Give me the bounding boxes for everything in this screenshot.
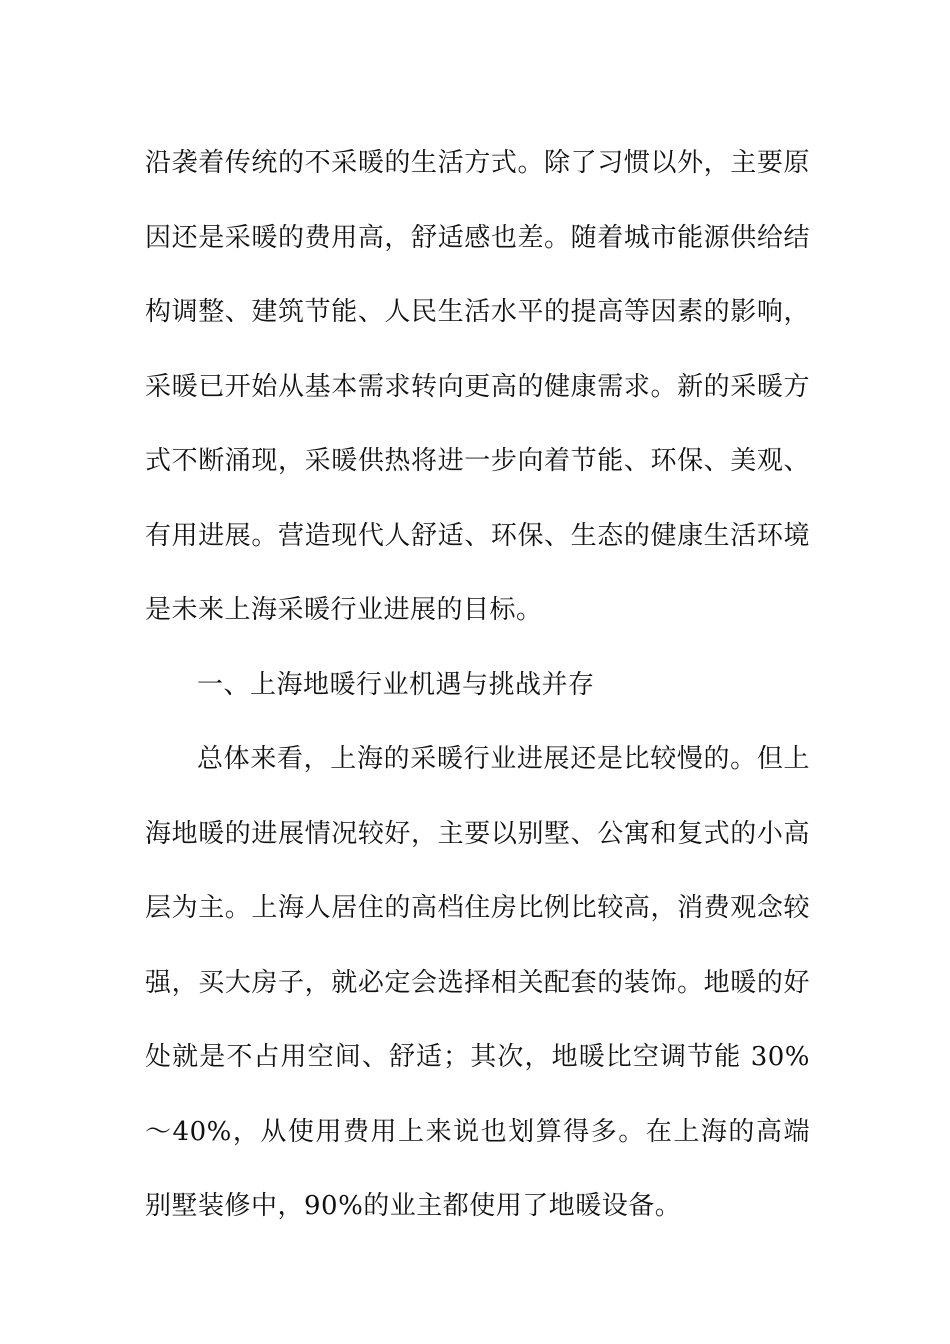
body-paragraph: 总体来看，上海的采暖行业进展还是比较慢的。但上海地暖的进展情况较好，主要以别墅、公寓和复式的小高层为主。上海人居住的高档住房比例比较高，消费观念较强，买大房子，就必定会选择相关配套的装饰。地暖的好处就是不占用空间、舒适；其次，地暖比空调节能 30%～40%，从使用费用上来说也划算得多。在上海的高端别墅装修中，90%的业主都使用了地暖设备。 [145,744,810,1221]
section-heading: 一、上海地暖行业机遇与挑战并存 [197,669,595,700]
body-paragraph: 沿袭着传统的不采暖的生活方式。除了习惯以外，主要原因还是采暖的费用高，舒适感也差。随着城市能源供给结构调整、建筑节能、人民生活水平的提高等因素的影响，采暖已开始从基本需求转向更高的健康需求。新的采暖方式不断涌现，采暖供热将进一步向着节能、环保、美观、有用进展。营造现代人舒适、环保、生态的健康生活环境是未来上海采暖行业进展的目标。 [145,148,810,625]
document-body [145,126,810,1244]
